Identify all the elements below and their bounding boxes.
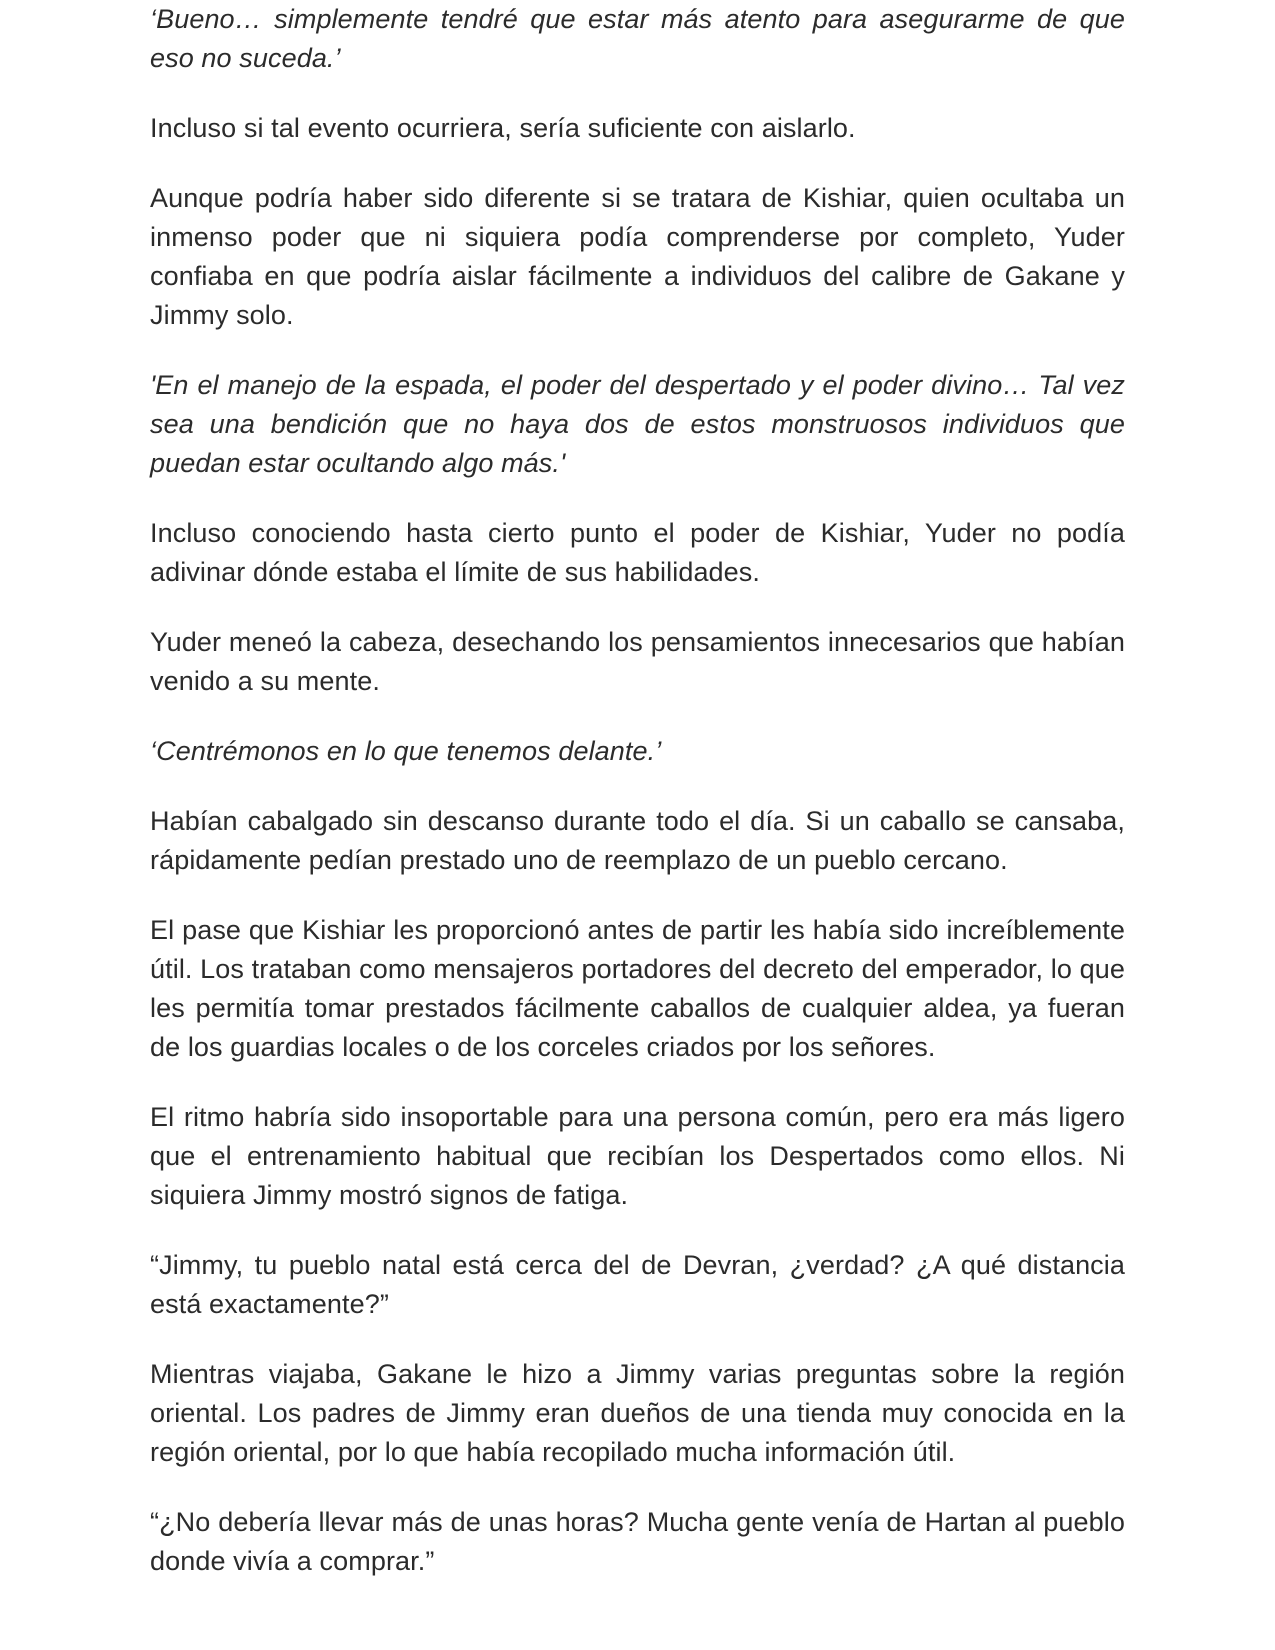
paragraph-8: Habían cabalgado sin descanso durante todo el día. Si un caballo se cansaba, rápidamente pedían prestado uno de reemplazo de un pueblo cercano. xyxy=(150,806,1125,875)
paragraph-9: El pase que Kishiar les proporcionó antes de partir les había sido increíblemente útil. Los trataban como mensajeros portadores del decreto del emperador, lo que les permitía tomar prestados fácilmente caballos de cualquier aldea, ya fueran de los guardias locales o de los corceles criados por los señores. xyxy=(150,915,1125,1062)
paragraph-3: Aunque podría haber sido diferente si se tratara de Kishiar, quien ocultaba un inmenso poder que ni siquiera podía comprenderse por completo, Yuder confiaba en que podría aislar fácilmente a individuos del calibre de Gakane y Jimmy solo. xyxy=(150,183,1125,330)
paragraph-6: Yuder meneó la cabeza, desechando los pensamientos innecesarios que habían venido a su mente. xyxy=(150,627,1125,696)
paragraph-4: 'En el manejo de la espada, el poder del despertado y el poder divino… Tal vez sea una bendición que no haya dos de estos monstruosos individuos que puedan estar ocultando algo más.' xyxy=(150,370,1125,478)
paragraph-11: “Jimmy, tu pueblo natal está cerca del de Devran, ¿verdad? ¿A qué distancia está exactamente?” xyxy=(150,1250,1125,1319)
document-page xyxy=(150,0,1125,1612)
paragraph-12: Mientras viajaba, Gakane le hizo a Jimmy varias preguntas sobre la región oriental. Los padres de Jimmy eran dueños de una tienda muy conocida en la región oriental, por lo que había recopilado mucha información útil. xyxy=(150,1359,1125,1467)
paragraph-1: ‘Bueno… simplemente tendré que estar más atento para asegurarme de que eso no suceda.’ xyxy=(150,4,1125,73)
paragraph-7: ‘Centrémonos en lo que tenemos delante.’ xyxy=(150,736,662,766)
paragraph-2: Incluso si tal evento ocurriera, sería suficiente con aislarlo. xyxy=(150,113,856,143)
paragraph-13: “¿No debería llevar más de unas horas? Mucha gente venía de Hartan al pueblo donde vivía a comprar.” xyxy=(150,1507,1125,1576)
paragraph-10: El ritmo habría sido insoportable para una persona común, pero era más ligero que el entrenamiento habitual que recibían los Despertados como ellos. Ni siquiera Jimmy mostró signos de fatiga. xyxy=(150,1102,1125,1210)
paragraph-5: Incluso conociendo hasta cierto punto el poder de Kishiar, Yuder no podía adivinar dónde estaba el límite de sus habilidades. xyxy=(150,518,1125,587)
